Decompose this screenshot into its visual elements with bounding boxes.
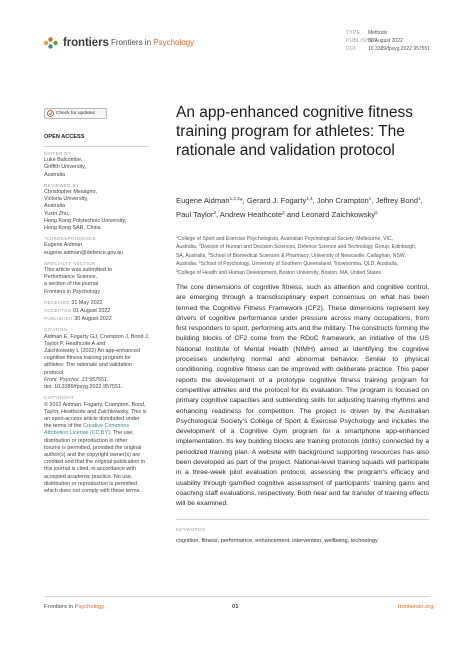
affiliations [176, 234, 428, 276]
author-affil-sup: 2 [282, 209, 285, 215]
abstract: The core dimensions of cognitive fitness, such as attention and cognitive control, are emerging through a transdisciplinary expert consensus on what has been termed the Cognitive Fitness Framework (CF2). These dimensions represent key drivers of cognitive performance under pressure across many occupations, from first responders to sport, performing arts and the military. The constructs forming the building blocks of CF2 come from the RDoC framework, an initiative of the US National Institute of Mental Health (NIMH) aimed at identifying the cognitive processes underlying normal and abnormal behavior. Similar to physical conditioning, cognitive fitness can be improved with deliberate practice. This paper reports the development of a prototype cognitive fitness training program for competitive athletes and the protocol for its evaluation. The program is focused on primary cognitive capacities and subtending skills for adjusting training rhythms and enhancing readiness for competition. The project is driven by the Australian Psychological Society's College of Sport & Exercise Psychology and includes the development of a Cognitive Gym program for a smartphone app-enhanced implementation. Its key building blocks are training protocols (drills) connected by a periodized training plan. A website with background supporting resources has also been developed as part of the project. National-level training squads will participate in a three-week pilot evaluation protocol, assessing the program's efficacy and usability through gamified cognitive assessment of participants' training gains and coaching staff evaluations, respectively. Both near and far transfer of training effects will be examined. [176, 284, 429, 508]
reviewer-line: Australia [44, 203, 65, 210]
author-sep: and [284, 209, 302, 219]
affil-text: Division of Human and Decision Sciences, Defence Science and Technology Group, Edinburgh, [200, 244, 417, 251]
reviewer-line: Victoria University, [44, 196, 89, 203]
author-sep: , [420, 196, 423, 205]
affil-sup: 4 [198, 260, 201, 265]
sidebar-divider [44, 146, 149, 147]
keywords: cognition, fitness, performance, enhancement, intervention, wellbeing, technology [176, 538, 378, 544]
dates-block [44, 299, 154, 324]
author[interactable] [247, 196, 317, 205]
reviewer-line: Yuxin Zhu, [44, 210, 70, 217]
date-value: 01 August 2022 [72, 308, 111, 315]
author-sep: , [215, 209, 220, 219]
reviewer-line: Hong Kong Polytechnic University, [44, 217, 127, 224]
author-name: Gerard J. Fogarty [246, 196, 307, 205]
copyright-line: which does not comply with these terms. [44, 487, 141, 494]
copyright-line: distribution or reproduction in other [44, 437, 128, 444]
keywords-divider [176, 519, 429, 520]
author[interactable] [376, 196, 423, 205]
copyright-line: an open-access article distributed under [44, 415, 140, 422]
correspondent-name: Eugene Aidman [44, 242, 83, 249]
section-line: This article was submitted to [44, 267, 113, 274]
affil-sup: 5 [176, 268, 178, 273]
affil-text: College of Sport and Exercise Psychologists, Australian Psychological Society, Melbourne, VIC, [178, 236, 394, 242]
author-name: Jeffrey Bond [375, 196, 419, 205]
affil-sup: 3 [208, 251, 210, 256]
editor-line: Luke Balcombe, [44, 157, 83, 164]
update-icon [47, 110, 54, 117]
author-name: John Crampton [316, 196, 369, 205]
author-affil-sup: 1,2,3 [229, 196, 240, 201]
author-affil-sup: 1,4 [306, 196, 313, 201]
citation-line[interactable]: doi: 10.3389/fpsyg.2022.957551. [44, 384, 123, 391]
copyright-line: accepted academic practice. No use, [44, 473, 133, 480]
affil-text: Australia, [176, 244, 199, 251]
citation-line: Zaichkowsky L (2022) An app-enhanced [44, 348, 140, 355]
copyright-line: this journal is cited, in accordance with [44, 466, 136, 473]
copyright-line [44, 430, 154, 437]
copyright-fragment: . The use, [109, 430, 134, 437]
logo-text: frontiers [63, 37, 109, 49]
citation-line: Aidman E, Fogarty GJ, Crampton J, Bond J, [44, 333, 150, 340]
cc-license-link[interactable]: Creative Commons [82, 423, 130, 430]
frontiers-logo-icon [43, 36, 59, 50]
reviewer-line: Christopher Mesagno, [44, 189, 98, 196]
check-for-updates-label: Check for updates [56, 111, 95, 116]
affil-sup: 2 [198, 243, 201, 248]
correspondence-label: *CORRESPONDENCE [44, 236, 96, 242]
footer-journal-name: Psychology [74, 604, 105, 610]
date-label: PUBLISHED [44, 316, 73, 322]
date-received [44, 299, 154, 307]
page-number: 01 [232, 604, 239, 610]
open-access-label: OPEN ACCESS [44, 134, 85, 140]
doi-label: DOI [346, 46, 356, 52]
editor-line: Australia [44, 171, 65, 178]
section-line: Frontiers in Psychology [44, 288, 101, 295]
copyright-line: Taylor, Heathcote and Zaichkowsky. This is [44, 408, 147, 415]
reviewed-by-label: REVIEWED BY [44, 182, 80, 188]
editor-line: Griffith University, [44, 164, 87, 171]
date-published [44, 315, 154, 323]
keywords-label: KEYWORDS [176, 527, 206, 532]
citation-label: CITATION [44, 327, 68, 333]
affil-sup: 1 [176, 235, 178, 239]
citation-line: cognitive fitness training program for [44, 355, 131, 362]
correspondent-email[interactable]: eugene.aidman@defence.gov.au [44, 249, 124, 256]
journal-name[interactable] [111, 38, 194, 47]
citation-line: Front. Psychol. 13:957551. [44, 376, 109, 383]
author[interactable] [176, 210, 220, 219]
published-value: 30 August 2022 [368, 38, 403, 44]
specialty-section-label: SPECIALTY SECTION [44, 260, 96, 266]
affil-text: College of Health and Human Development, Boston University, Boston, MA, United States [178, 269, 381, 276]
reviewed-by-list [44, 189, 154, 232]
copyright-line: © 2022 Aidman, Fogarty, Crampton, Bond, [44, 401, 146, 408]
author-sep: *, [239, 196, 247, 205]
section-line: Performance Science, [44, 274, 98, 281]
cc-by-link[interactable]: Attribution License (CC BY) [44, 430, 110, 437]
affil-text: SA, Australia, [176, 252, 208, 259]
author-name: Andrew Heathcote [219, 209, 283, 219]
published-label: PUBLISHED [346, 38, 378, 44]
doi-value[interactable]: 10.3389/fpsyg.2022.957551 [368, 46, 430, 52]
copyright-line: author(s) and the copyright owner(s) are [44, 451, 141, 458]
author-sep: , [371, 196, 376, 205]
date-value: 31 May 2022 [71, 299, 103, 306]
author[interactable] [302, 210, 378, 219]
footer-divider [44, 596, 430, 597]
journal-prefix: Frontiers in [111, 38, 154, 47]
article-title: An app-enhanced cognitive fitness training program for athletes: The rationale and validation protocol [176, 104, 413, 159]
copyright-text [44, 402, 154, 496]
copyright-fragment: the terms of the [44, 423, 83, 430]
author-affil-sup: 5 [375, 209, 378, 215]
footer-journal[interactable] [44, 604, 104, 610]
affiliation-line [176, 242, 428, 250]
edited-by-label: EDITED BY [44, 151, 71, 156]
citation-text [44, 334, 154, 392]
citation-line: Taylor P, Heathcote A and [44, 340, 106, 347]
date-accepted [44, 307, 154, 315]
citation-line: athletes: The rationale and validation [44, 362, 133, 369]
copyright-line: credited and that the original publication in [44, 459, 145, 466]
footer-journal-prefix: Frontiers in [44, 604, 75, 610]
footer-site-link[interactable]: frontiersin.org [398, 604, 434, 610]
date-label: ACCEPTED [44, 308, 72, 314]
copyright-line [44, 423, 154, 430]
section-line: a section of the journal [44, 281, 99, 288]
author-name: Leonard Zaichkowsky [301, 209, 376, 219]
copyright-line: forums is permitted, provided the original [44, 444, 142, 451]
journal-title: Psychology [153, 38, 195, 47]
affil-text: Australia, [176, 261, 199, 268]
date-value: 30 August 2022 [74, 316, 112, 323]
author[interactable] [317, 196, 376, 205]
author-affil-sup: 1 [418, 196, 421, 201]
affiliation-line [176, 234, 428, 242]
affiliation-line [176, 259, 428, 267]
date-label: RECEIVED [44, 299, 70, 305]
frontiers-logo[interactable] [43, 36, 109, 50]
author-affil-sup: 3 [213, 209, 216, 215]
author-name: Eugene Aidman [176, 196, 230, 205]
author-list [176, 193, 426, 220]
copyright-line: distribution or reproduction is permitted [44, 480, 138, 487]
check-for-updates-button[interactable] [44, 108, 107, 119]
author-affil-sup: 1 [368, 196, 372, 201]
citation-line: protocol. [44, 369, 65, 376]
type-label: TYPE [346, 30, 361, 36]
reviewer-line: Hong Kong SAR, China [44, 225, 101, 232]
author[interactable] [220, 210, 302, 219]
edited-by-list [44, 157, 154, 179]
affil-text: School of Psychology, University of Southern Queensland, Toowoomba, QLD, Australia, [200, 261, 399, 268]
copyright-label: COPYRIGHT [44, 395, 75, 401]
author-sep: , [312, 196, 317, 205]
type-value: Methods [368, 30, 388, 36]
article-meta [346, 29, 430, 53]
sidebar [44, 143, 154, 495]
affiliation-line [176, 268, 428, 276]
affil-text: School of Biomedical Sciences & Pharmacy, University of Newcastle, Callaghan, NSW, [210, 252, 406, 259]
author[interactable] [176, 196, 247, 205]
author-name: Paul Taylor [176, 209, 214, 219]
affiliation-line [176, 251, 428, 259]
